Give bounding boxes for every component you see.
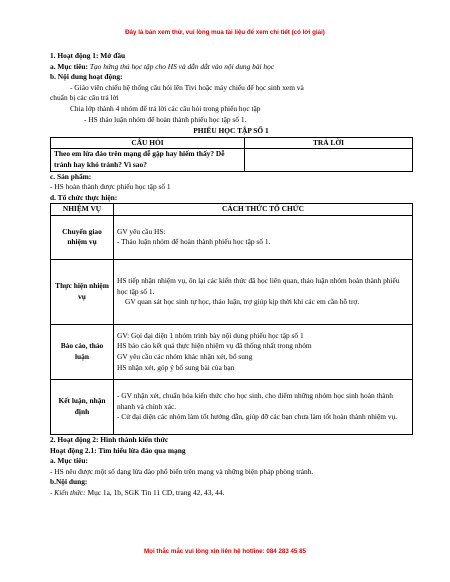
task-name: Thực hiện nhiệm vụ (51, 259, 114, 324)
tasks-row (51, 324, 413, 379)
heading-activity-2-1: Hoạt động 2.1: Tìm hiểu lừa đảo qua mạng (50, 445, 186, 455)
objective-2-text: - HS nêu được một số dạng lừa đảo phổ biến trên mạng và những biện pháp phòng tránh. (50, 466, 314, 476)
task-name: Báo cáo, thảo luận (51, 324, 114, 379)
worksheet-question: Theo em lừa đảo trên mạng dễ gặp hay hiếm thấy? Dễ tránh hay khó tránh? Vì sao? (51, 149, 245, 171)
task-method-line: - GV nhận xét, chuẩn hóa kiến thức cho học sinh, cho điểm những nhóm học sinh hoàn thành nhanh và chính xác. (117, 391, 393, 411)
task-method (114, 324, 413, 379)
content-2-prefix: - Kiến thức: (50, 487, 86, 497)
content-line-2: chuẩn bị các câu trả lời (50, 93, 119, 103)
task-method-line: - Thảo luận nhóm để hoàn thành phiếu học tập số 1. (117, 237, 271, 247)
content-line-1: - Giáo viên chiếu hệ thống câu hỏi lên Tivi hoặc máy chiếu để học sinh xem và (70, 82, 304, 92)
task-method-line: GV: Gọi đại diện 1 nhóm trình bày nội dung phiếu học tập số 1 (117, 330, 304, 340)
worksheet-header-row (51, 137, 413, 149)
worksheet-title: PHIẾU HỌC TẬP SỐ 1 (193, 126, 269, 136)
task-method (114, 379, 413, 434)
content-2-line (50, 488, 412, 499)
task-method-line: GV yêu cầu HS: (117, 226, 166, 236)
tasks-row (51, 259, 413, 324)
worksheet-header-question: CÂU HỎI (51, 137, 245, 149)
task-method-line: - Cử đại diện các nhóm làm tốt hướng dẫn, giúp đỡ các bạn chưa làm tốt hoàn thành nhiệm vụ. (117, 412, 398, 422)
objective-2-label: a. Mục tiêu: (50, 456, 88, 466)
task-method-line: HS nhận xét, góp ý bổ sung bài của bạn (117, 362, 235, 372)
organization-label: d. Tổ chức thực hiện: (50, 192, 118, 202)
task-method-line: GV yêu cầu các nhóm khác nhận xét, bổ sung (117, 351, 253, 361)
tasks-row (51, 215, 413, 259)
worksheet-answer-cell (245, 149, 413, 171)
content-2-text: Mục 1a, 1b, SGK Tin 11 CD, trang 42, 43, 44. (87, 487, 225, 497)
worksheet-table (50, 137, 413, 172)
worksheet-header-answer: TRẢ LỜI (245, 137, 413, 149)
product-label: c. Sản phẩm: (50, 171, 92, 181)
tasks-header-method: CÁCH THỨC TỔ CHỨC (114, 204, 413, 216)
heading-activity-2: 2. Hoạt động 2: Hình thành kiến thức (50, 434, 169, 444)
objective-label: a. Mục tiêu: (50, 61, 88, 71)
tasks-row (51, 379, 413, 434)
heading-activity-1: 1. Hoạt động 1: Mở đầu (50, 51, 126, 60)
objective-text: Tạo hứng thú học tập cho HS và dẫn dắt vào nội dung bài học (89, 61, 275, 71)
task-name: Chuyển giao nhiệm vụ (51, 215, 114, 259)
preview-banner: Đây là bản xem thử, vui lòng mua tài liệu để xem chi tiết (có lời giải) (125, 29, 325, 36)
content-line-3: Chia lớp thành 4 nhóm để trả lời các câu hỏi trong phiếu học tập (70, 103, 261, 113)
tasks-header-task: NHIỆM VỤ (51, 204, 114, 216)
tasks-header-row (51, 204, 413, 216)
objective-line (50, 62, 412, 73)
task-name: Kết luận, nhận định (51, 379, 114, 434)
task-method (114, 259, 413, 324)
product-text: - HS hoàn thành được phiếu học tập số 1 (50, 182, 171, 192)
task-method-line: GV quan sát học sinh tự học, thảo luận, trợ giúp kịp thời khi các em cần hỗ trợ. (125, 297, 360, 307)
content-line-4: - HS thảo luận nhóm để hoàn thành phiếu học tập số 1. (84, 114, 247, 124)
task-method-line: HS báo cáo kết quả thực hiện nhiệm vụ đã thống nhất trong nhóm (117, 341, 312, 351)
hotline-banner: Mọi thắc mắc vui lòng xin liên hệ hotline: 084 283 45 85 (144, 548, 306, 555)
tasks-table (50, 203, 413, 435)
document-page (50, 0, 412, 498)
worksheet-row (51, 149, 413, 171)
task-method-line: HS tiếp nhận nhiệm vụ, ôn lại các kiến thức đã học liên quan, thảo luận nhóm hoàn thành phiếu học tập số 1. (117, 276, 400, 296)
task-method (114, 215, 413, 259)
content-2-label: b.Nội dung: (50, 477, 88, 487)
content-label: b. Nội dung hoạt động: (50, 72, 123, 82)
